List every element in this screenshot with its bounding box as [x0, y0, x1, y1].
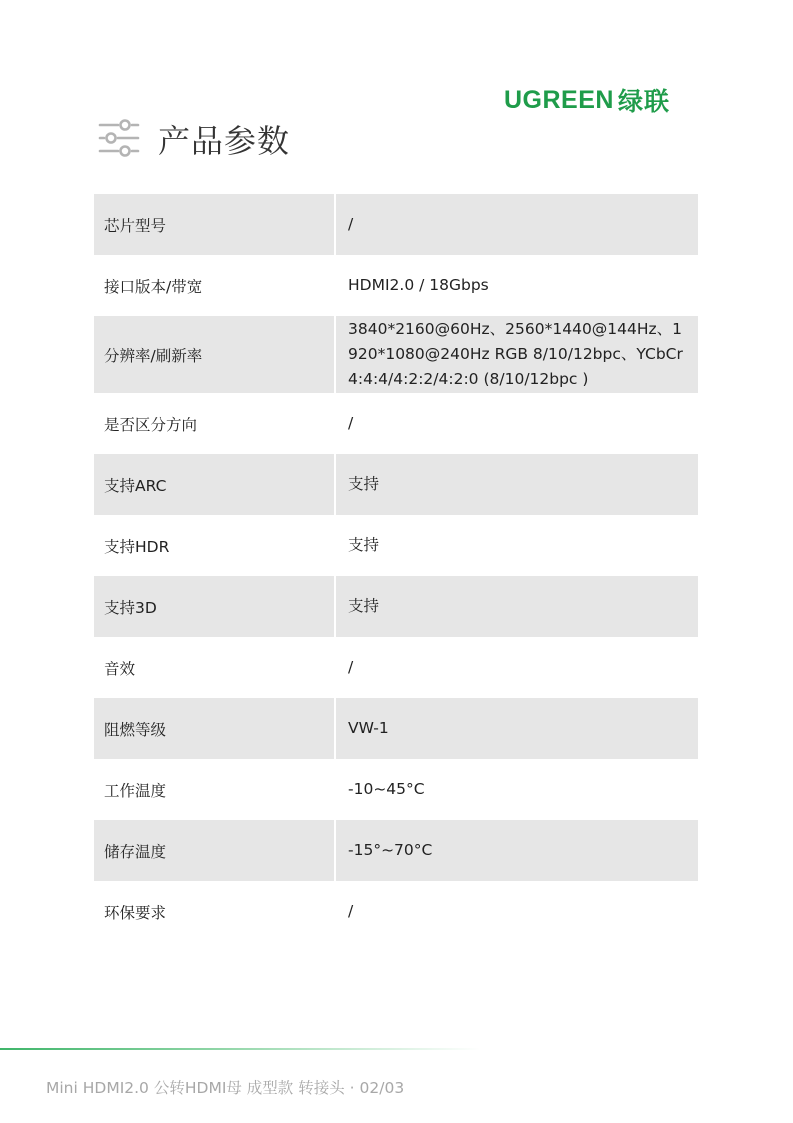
- spec-value: /: [336, 194, 698, 255]
- spec-value: -10~45°C: [348, 780, 425, 798]
- spec-row-resolution: [94, 316, 698, 393]
- spec-label: 支持HDR: [104, 537, 170, 556]
- footer-page-info: Mini HDMI2.0 公转HDMI母 成型款 转接头 · 02/03: [46, 1079, 405, 1097]
- logo-text-cjk: 绿联: [617, 88, 670, 116]
- spec-row-environmental: [94, 881, 698, 942]
- spec-row-interface-bandwidth: [94, 255, 698, 316]
- spec-value: -15°~70°C: [336, 820, 698, 881]
- spec-row-flame-rating: [94, 698, 698, 759]
- spec-label: 支持ARC: [94, 454, 334, 515]
- spec-label: 支持3D: [94, 576, 334, 637]
- spec-value: /: [348, 902, 354, 920]
- ugreen-logo: [504, 84, 670, 116]
- spec-label: 是否区分方向: [104, 415, 198, 434]
- spec-value: 支持: [336, 454, 698, 515]
- spec-row-direction: [94, 393, 698, 454]
- spec-row-hdr: [94, 515, 698, 576]
- spec-value: /: [348, 414, 354, 432]
- spec-table: [94, 194, 698, 942]
- spec-row-audio: [94, 637, 698, 698]
- section-header: [98, 118, 290, 160]
- spec-row-storage-temp: [94, 820, 698, 881]
- spec-value: 支持: [336, 576, 698, 637]
- spec-label: 分辨率/刷新率: [94, 316, 334, 393]
- spec-row-3d: [94, 576, 698, 637]
- spec-label: 阻燃等级: [94, 698, 334, 759]
- spec-row-arc: [94, 454, 698, 515]
- spec-row-operating-temp: [94, 759, 698, 820]
- sliders-icon: [98, 119, 140, 159]
- spec-value: /: [348, 658, 354, 676]
- logo-text-latin: UGREEN: [504, 85, 614, 114]
- footer-divider: [0, 1048, 480, 1050]
- spec-value: VW-1: [336, 698, 698, 759]
- spec-label: 接口版本/带宽: [104, 277, 203, 296]
- page-title: 产品参数: [158, 122, 291, 160]
- spec-label: 音效: [104, 659, 136, 678]
- spec-label: 工作温度: [104, 781, 167, 800]
- spec-label: 储存温度: [94, 820, 334, 881]
- spec-value: 支持: [348, 536, 380, 554]
- spec-row-chip-model: [94, 194, 698, 255]
- spec-value: HDMI2.0 / 18Gbps: [348, 276, 489, 294]
- spec-label: 环保要求: [104, 903, 167, 922]
- spec-label: 芯片型号: [94, 194, 334, 255]
- spec-value: 3840*2160@60Hz、2560*1440@144Hz、1920*1080@240Hz RGB 8/10/12bpc、YCbCr 4:4:4/4:2:2/4:2:0 (8/10/12bpc ): [336, 316, 698, 393]
